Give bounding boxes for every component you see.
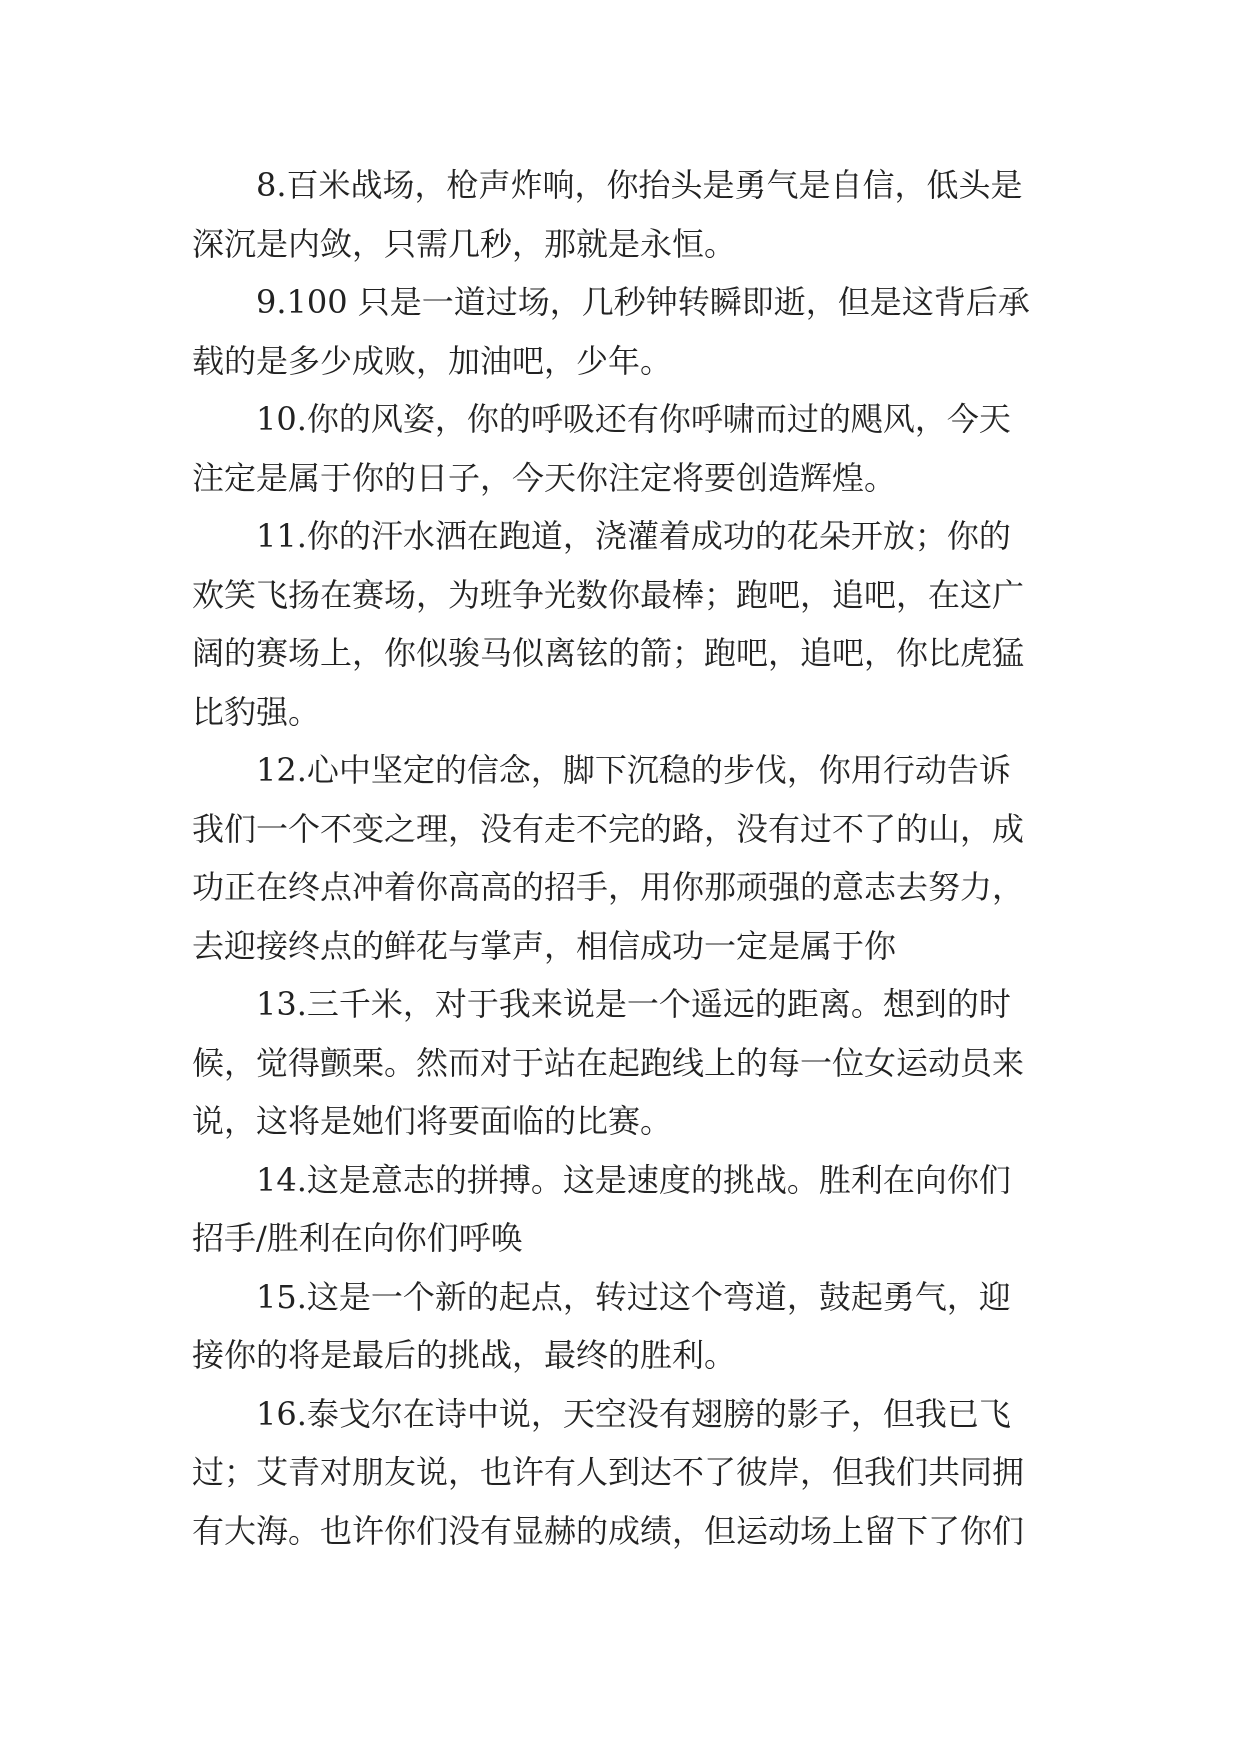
paragraph-line: 10.你的风姿，你的呼吸还有你呼啸而过的飓风，今天 [256,400,1011,438]
paragraph [192,1268,1062,1385]
paragraph-line: 说，这将是她们将要面临的比赛。 [192,1102,673,1140]
paragraph [192,1385,1062,1561]
paragraph [192,741,1062,975]
paragraph-line: 过；艾青对朋友说，也许有人到达不了彼岸，但我们共同拥 [192,1453,1025,1491]
paragraph-line: 8.百米战场，枪声炸响，你抬头是勇气是自信，低头是 [256,166,1023,204]
paragraph-line: 欢笑飞扬在赛场，为班争光数你最棒；跑吧，追吧，在这广 [192,575,1025,614]
paragraph-line: 比豹强。 [192,692,321,731]
paragraph [192,1151,1062,1268]
paragraph-line: 我们一个不变之理，没有走不完的路，没有过不了的山，成 [192,809,1025,848]
paragraph [192,975,1062,1151]
paragraph-line: 深沉是内敛，只需几秒，那就是永恒。 [192,224,737,263]
paragraph-line: 9.100 只是一道过场，几秒钟转瞬即逝，但是这背后承 [256,283,1030,321]
paragraph-line: 功正在终点冲着你高高的招手，用你那顽强的意志去努力， [192,868,1025,906]
paragraph-line: 13.三千米，对于我来说是一个遥远的距离。想到的时 [256,985,1011,1023]
paragraph-line: 去迎接终点的鲜花与掌声，相信成功一定是属于你 [192,926,897,965]
document-body [192,156,1062,1560]
paragraph-line: 14.这是意志的拼搏。这是速度的挑战。胜利在向你们 [256,1160,1011,1199]
paragraph-line: 16.泰戈尔在诗中说，天空没有翅膀的影子，但我已飞 [256,1394,1011,1433]
paragraph-line: 15.这是一个新的起点，转过这个弯道，鼓起勇气，迎 [256,1277,1011,1316]
paragraph-line: 11.你的汗水洒在跑道，浇灌着成功的花朵开放；你的 [256,517,1011,555]
paragraph-line: 12.心中坚定的信念，脚下沉稳的步伐，你用行动告诉 [256,751,1011,789]
paragraph-line: 载的是多少成败，加油吧，少年。 [192,341,673,380]
paragraph-line: 候，觉得颤栗。然而对于站在起跑线上的每一位女运动员来 [192,1043,1025,1082]
paragraph-line: 有大海。也许你们没有显赫的成绩，但运动场上留下了你们 [192,1511,1025,1550]
paragraph-line: 接你的将是最后的挑战，最终的胜利。 [192,1336,737,1374]
paragraph [192,390,1062,507]
paragraph-line: 阔的赛场上，你似骏马似离铉的箭；跑吧，追吧，你比虎猛 [192,634,1025,672]
paragraph [192,273,1062,390]
paragraph-line: 注定是属于你的日子，今天你注定将要创造辉煌。 [192,458,897,497]
paragraph-line: 招手/胜利在向你们呼唤 [192,1219,523,1257]
paragraph [192,507,1062,741]
paragraph [192,156,1062,273]
